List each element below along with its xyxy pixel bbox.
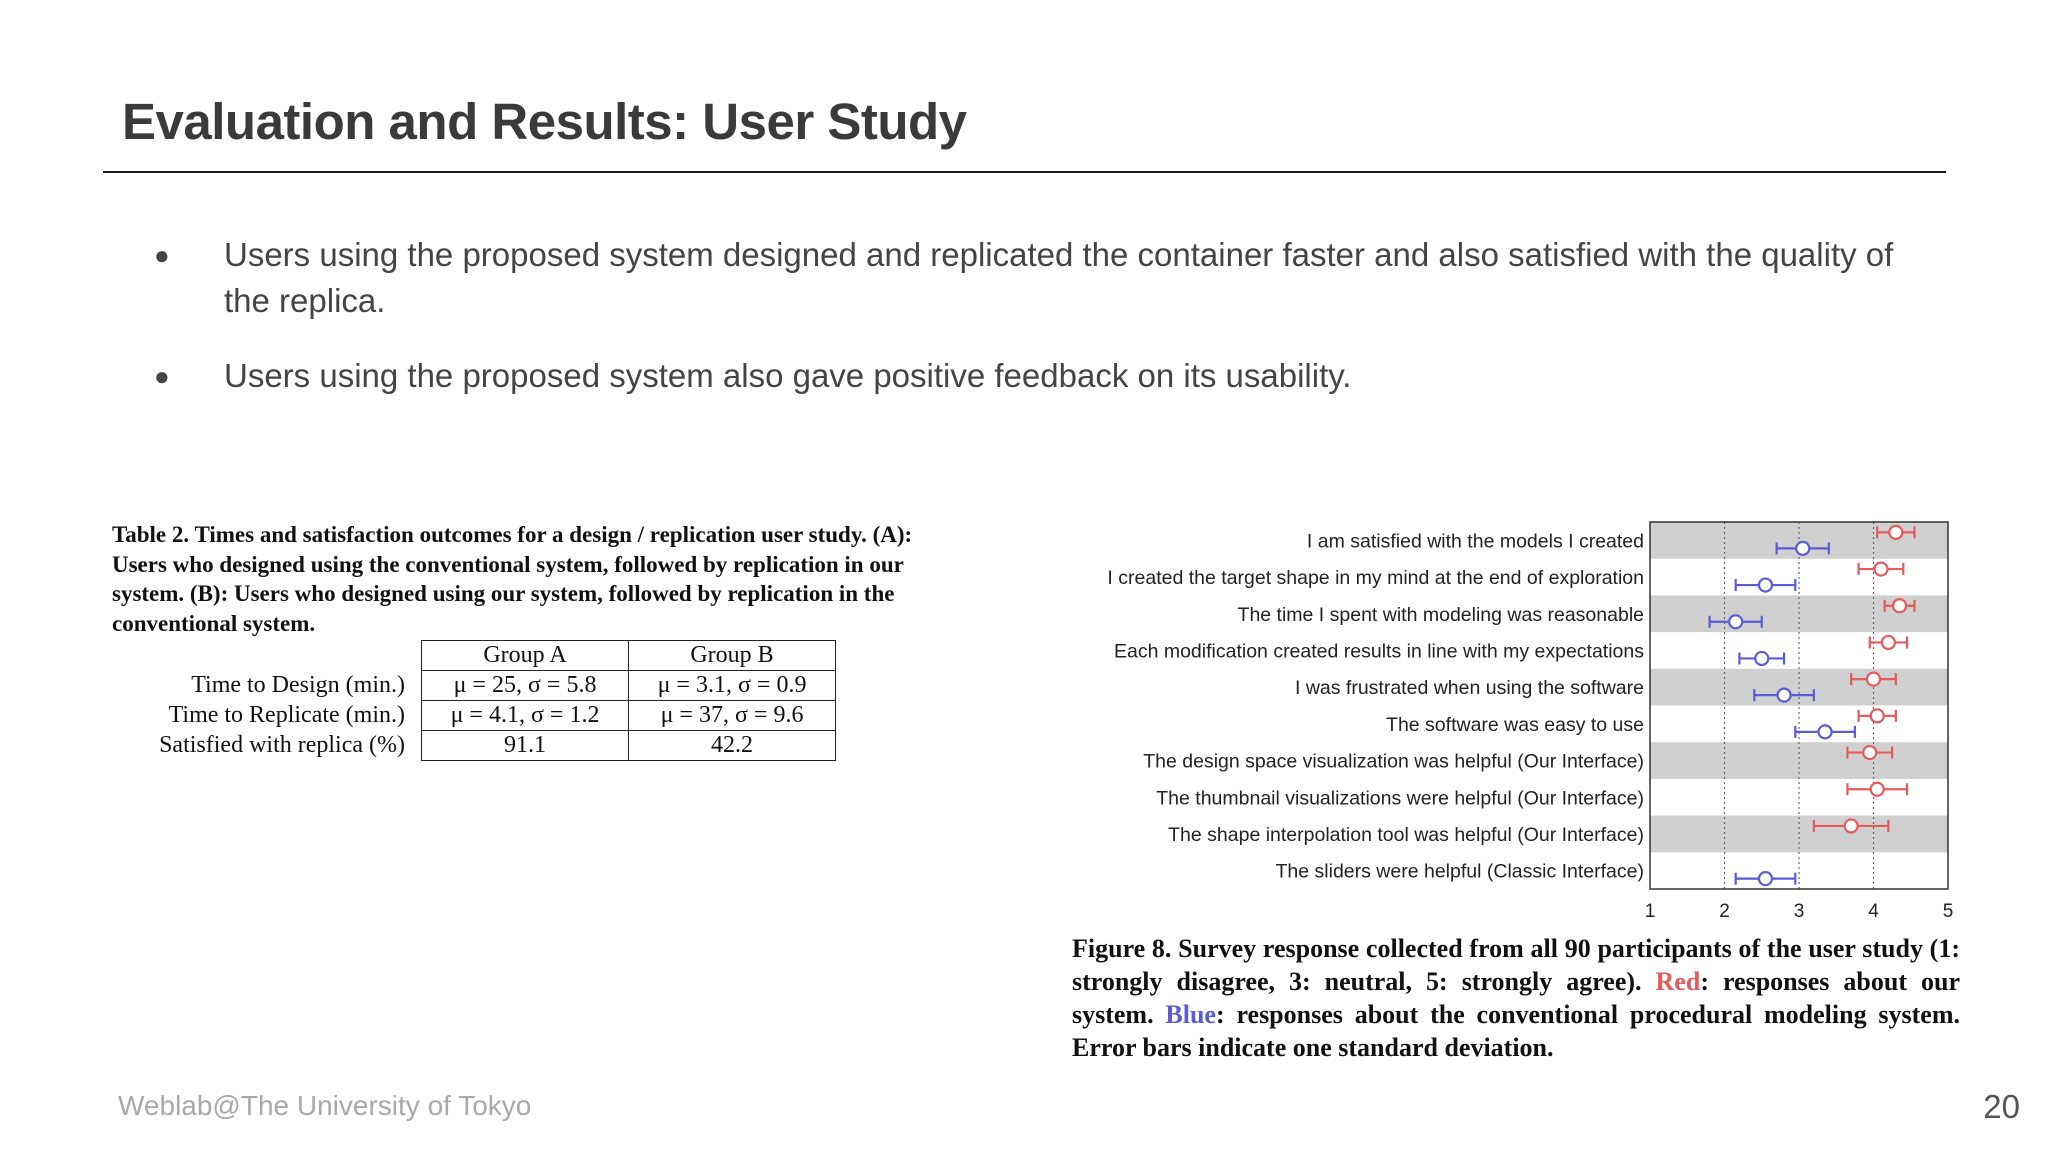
bullet-dot-icon: ●	[154, 240, 170, 270]
table-cell: μ = 25, σ = 5.8	[422, 671, 629, 701]
table-header-row	[112, 641, 836, 671]
footer-affiliation: Weblab@The University of Tokyo	[118, 1090, 532, 1121]
mean-point	[1755, 652, 1768, 665]
x-tick-label: 3	[1793, 901, 1805, 920]
bullet-text: Users using the proposed system also gave positive feedback on its usability.	[224, 357, 1352, 394]
mean-point	[1882, 636, 1895, 649]
caption-text: Figure 8. Survey response collected from all 90 participants of the user study (1: strongly disagree, 3: neutral, 5: strongly agree).	[1072, 934, 1960, 996]
table-cell: μ = 4.1, σ = 1.2	[422, 701, 629, 731]
page-number: 20	[1983, 1088, 2020, 1125]
bullet-list	[150, 232, 1930, 428]
x-tick-label: 1	[1644, 901, 1656, 920]
caption-red-word: Red	[1655, 967, 1701, 996]
column-header-group-b: Group B	[629, 641, 836, 671]
row-label: Satisfied with replica (%)	[159, 732, 405, 758]
caption-text: : responses about our system.	[1072, 967, 1960, 1029]
mean-point	[1867, 673, 1880, 686]
x-tick-label: 4	[1868, 901, 1879, 920]
results-table	[112, 640, 836, 761]
column-header-group-a: Group A	[422, 641, 629, 671]
mean-point	[1889, 526, 1902, 539]
category-label: The time I spent with modeling was reasonable	[1237, 603, 1644, 626]
mean-point	[1819, 725, 1832, 738]
title-divider	[103, 171, 1946, 173]
slide-title: Evaluation and Results: User Study	[122, 93, 967, 150]
mean-point	[1759, 579, 1772, 592]
mean-point	[1845, 819, 1858, 832]
mean-point	[1874, 563, 1887, 576]
x-tick-label: 2	[1719, 901, 1730, 920]
table-cell: μ = 3.1, σ = 0.9	[629, 671, 836, 701]
category-label: Each modification created results in line with my expectations	[1113, 640, 1644, 663]
mean-point	[1893, 599, 1906, 612]
table-cell: 91.1	[422, 731, 629, 761]
figure-caption	[1072, 932, 1960, 1064]
mean-point	[1871, 709, 1884, 722]
mean-point	[1759, 872, 1772, 885]
table-caption: Table 2. Times and satisfaction outcomes for a design / replication user study. (A): Users who designed using the conventional system, followed by replication in our system. (B): Users who designed using our system, followed by replication in the conventional system.	[112, 522, 913, 636]
row-label: Time to Design (min.)	[191, 672, 405, 698]
survey-chart	[1060, 510, 1960, 920]
caption-text: : responses about the conventional procedural modeling system. Error bars indicate one standard deviation.	[1072, 1000, 1960, 1062]
mean-point	[1778, 689, 1791, 702]
caption-blue-word: Blue	[1165, 1000, 1216, 1029]
category-label: The design space visualization was helpful (Our Interface)	[1143, 750, 1644, 773]
bullet-dot-icon: ●	[154, 361, 170, 391]
category-label: The sliders were helpful (Classic Interface)	[1275, 860, 1644, 883]
table-row	[112, 701, 836, 731]
table-row	[112, 671, 836, 701]
mean-point	[1863, 746, 1876, 759]
mean-point	[1796, 542, 1809, 555]
table-figure	[112, 520, 932, 758]
category-label: I was frustrated when using the software	[1294, 677, 1644, 700]
mean-point	[1729, 615, 1742, 628]
category-label: The shape interpolation tool was helpful (Our Interface)	[1168, 823, 1644, 846]
table-cell: μ = 37, σ = 9.6	[629, 701, 836, 731]
row-label: Time to Replicate (min.)	[168, 702, 405, 728]
bullet-item	[150, 353, 1930, 399]
table-corner	[112, 641, 422, 671]
category-label: The software was easy to use	[1386, 713, 1644, 736]
category-label: The thumbnail visualizations were helpful (Our Interface)	[1156, 787, 1644, 810]
bullet-text: Users using the proposed system designed and replicated the container faster and also satisfied with the quality of the replica.	[224, 236, 1894, 319]
mean-point	[1871, 783, 1884, 796]
table-cell: 42.2	[629, 731, 836, 761]
category-label: I am satisfied with the models I created	[1306, 530, 1644, 553]
bullet-item	[150, 232, 1930, 324]
category-label: I created the target shape in my mind at the end of exploration	[1107, 567, 1644, 590]
table-row	[112, 731, 836, 761]
x-tick-label: 5	[1942, 901, 1954, 920]
